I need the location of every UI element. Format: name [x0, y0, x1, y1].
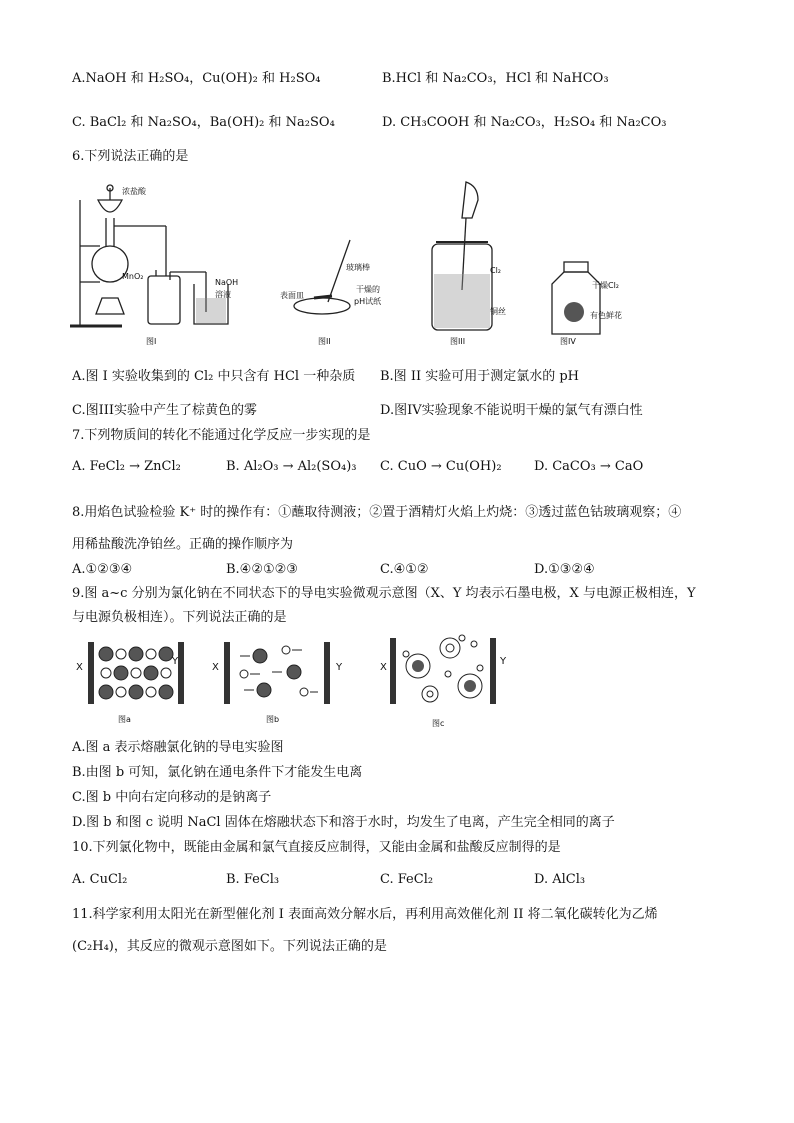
- q8-option-c: C.④①②: [380, 562, 429, 577]
- q6-stem: 6.下列说法正确的是: [72, 149, 189, 164]
- fig3-cl2-label: Cl₂: [490, 266, 502, 275]
- q8-line-2: 用稀盐酸洗净铂丝。正确的操作顺序为: [72, 537, 294, 552]
- q8-option-b: B.④②①②③: [226, 562, 298, 577]
- fig2-paper-label-2: pH试纸: [354, 297, 382, 306]
- fig-a-y-label: Y: [172, 656, 179, 667]
- fig4-caption: 图IV: [560, 337, 576, 346]
- q10-option-c: C. FeCl₂: [380, 872, 434, 887]
- q7-option-a: A. FeCl₂ → ZnCl₂: [72, 459, 181, 474]
- fig-b-y-label: Y: [336, 662, 343, 673]
- fig4-flower-label: 有色鲜花: [590, 311, 622, 320]
- figure-3-copper-burning: [422, 178, 522, 338]
- q9-line-1: 9.图 a~c 分别为氯化钠在不同状态下的导电实验微观示意图（X、Y 均表示石墨电极，X 与电源正极相连，Y: [72, 586, 696, 601]
- q7-stem: 7.下列物质间的转化不能通过化学反应一步实现的是: [72, 428, 371, 443]
- fig4-dry-label: 干燥Cl₂: [592, 281, 620, 290]
- fig2-rod-label: 玻璃棒: [346, 263, 370, 272]
- figure-1-apparatus: [66, 180, 306, 340]
- q9-line-2: 与电源负极相连）。下列说法正确的是: [72, 610, 287, 625]
- figure-a-solid-nacl: [88, 642, 188, 704]
- q5-option-a: A.NaOH 和 H₂SO₄，Cu(OH)₂ 和 H₂SO₄: [72, 71, 321, 86]
- q10-stem: 10.下列氯化物中，既能由金属和氯气直接反应制得，又能由金属和盐酸反应制得的是: [72, 840, 561, 855]
- fig-c-y-label: Y: [500, 656, 507, 667]
- fig2-dish-label: 表面皿: [280, 291, 304, 300]
- q6-option-c: C.图III实验中产生了棕黄色的雾: [72, 403, 258, 418]
- fig3-caption: 图III: [450, 337, 466, 346]
- fig-c-x-label: X: [380, 662, 387, 673]
- q5-option-b: B.HCl 和 Na₂CO₃，HCl 和 NaHCO₃: [382, 71, 609, 86]
- q9-option-a: A.图 a 表示熔融氯化钠的导电实验图: [72, 740, 284, 755]
- fig3-wire-label: 铜丝: [490, 307, 506, 316]
- fig1-naoh-label: NaOH: [215, 278, 239, 287]
- fig1-mno2-label: MnO₂: [122, 272, 144, 281]
- q6-option-a: A.图 I 实验收集到的 Cl₂ 中只含有 HCl 一种杂质: [72, 369, 356, 384]
- q5-option-d: D. CH₃COOH 和 Na₂CO₃，H₂SO₄ 和 Na₂CO₃: [382, 115, 667, 130]
- fig-b-caption: 图b: [266, 715, 280, 724]
- fig-b-x-label: X: [212, 662, 219, 673]
- q6-option-d: D.图IV实验现象不能说明干燥的氯气有漂白性: [380, 403, 643, 418]
- fig-a-x-label: X: [76, 662, 83, 673]
- q10-option-d: D. AlCl₃: [534, 872, 586, 887]
- fig1-solution-label: 溶液: [215, 290, 231, 299]
- q8-option-d: D.①③②④: [534, 562, 595, 577]
- q10-option-a: A. CuCl₂: [72, 872, 128, 887]
- q7-option-c: C. CuO → Cu(OH)₂: [380, 459, 502, 474]
- q10-option-b: B. FeCl₃: [226, 872, 280, 887]
- fig2-paper-label-1: 干燥的: [356, 285, 380, 294]
- q11-line-1: 11.科学家利用太阳光在新型催化剂 I 表面高效分解水后，再利用高效催化剂 II 将二氧化碳转化为乙烯: [72, 907, 658, 922]
- q5-option-c: C. BaCl₂ 和 Na₂SO₄，Ba(OH)₂ 和 Na₂SO₄: [72, 115, 335, 130]
- q11-line-2: (C₂H₄)，其反应的微观示意图如下。下列说法正确的是: [72, 939, 387, 954]
- q9-option-b: B.由图 b 可知，氯化钠在通电条件下才能发生电离: [72, 765, 363, 780]
- fig1-caption: 图I: [146, 337, 157, 346]
- q9-option-c: C.图 b 中向右定向移动的是钠离子: [72, 790, 272, 805]
- q7-option-b: B. Al₂O₃ → Al₂(SO₄)₃: [226, 459, 357, 474]
- figure-4-dry-chlorine: [546, 258, 626, 338]
- fig1-acid-label: 浓盐酸: [122, 187, 146, 196]
- q6-option-b: B.图 II 实验可用于测定氯水的 pH: [380, 369, 580, 384]
- q8-option-a: A.①②③④: [72, 562, 133, 577]
- q7-option-d: D. CaCO₃ → CaO: [534, 459, 644, 474]
- figure-b-molten-nacl: [224, 642, 334, 704]
- fig-c-caption: 图c: [432, 719, 445, 728]
- figure-c-nacl-solution: [390, 630, 500, 710]
- fig-a-caption: 图a: [118, 715, 131, 724]
- q8-line-1: 8.用焰色试验检验 K⁺ 时的操作有：①蘸取待测液；②置于酒精灯火焰上灼烧：③透过蓝色钴玻璃观察；④: [72, 505, 682, 520]
- q9-option-d: D.图 b 和图 c 说明 NaCl 固体在熔融状态下和溶于水时，均发生了电离，产生完全相同的离子: [72, 815, 615, 830]
- fig2-caption: 图II: [318, 337, 331, 346]
- figure-2-ph-test: [290, 236, 410, 336]
